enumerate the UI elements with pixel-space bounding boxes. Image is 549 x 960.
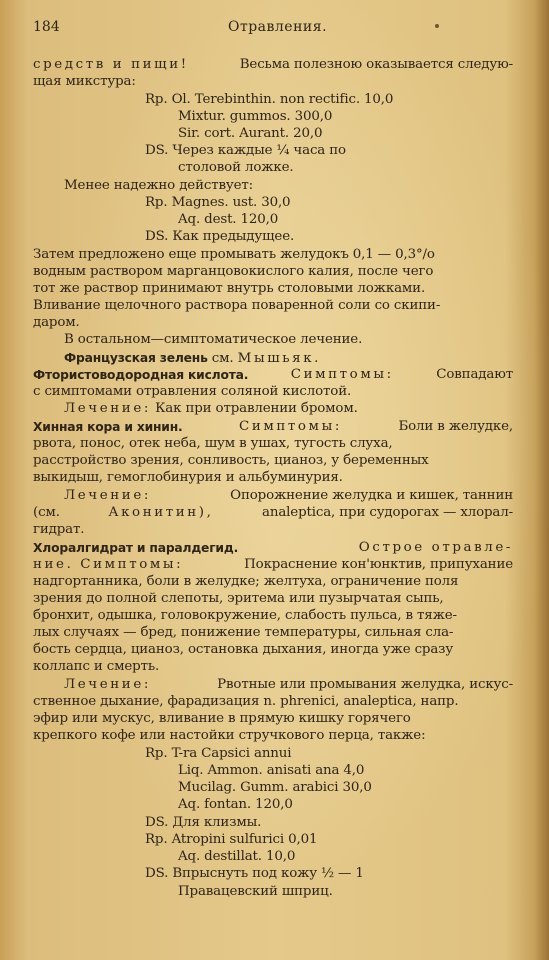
text-line: зрения до полной слепоты, эритема или пузырчатая сыпь,: [33, 591, 444, 606]
text-line: средств и пищи! Весьма полезною оказывается следую-: [33, 57, 513, 72]
text-line: надгортанника, боли в желудке; желтуха, ограничение поля: [33, 574, 459, 589]
entry-heading-line: Фтористоводородная кислота. Симптомы: Совпадают: [33, 367, 513, 382]
text-line: ственное дыхание, фарадизация n. phrenici, analeptica, напр.: [33, 694, 459, 709]
text-line: выкидыш, гемоглобинурия и альбуминурия.: [33, 470, 343, 485]
entry-heading: Хинная кора и хинин.: [33, 420, 183, 434]
entry-heading: Фтористоводородная кислота.: [33, 368, 249, 382]
entry-heading-line: Хлоралгидрат и паралдегид. Острое отравле-: [33, 540, 513, 555]
text-line: бость сердца, цианоз, остановка дыхания, иногда уже сразу: [33, 642, 454, 657]
text-line: Лечение: Рвотные или промывания желудка, искус-: [64, 677, 513, 692]
text-line: гидрат.: [33, 522, 85, 537]
text-line: водным раствором марганцовокислого калия, после чего: [33, 264, 434, 279]
text-line: даром.: [33, 315, 80, 330]
text-line: эфир или мускус, вливание в прямую кишку горячего: [33, 711, 411, 726]
prescription-line: Aq. fontan. 120,0: [178, 797, 293, 812]
page-number: 184: [33, 19, 60, 35]
running-title: Отравления.: [228, 19, 328, 35]
prescription-line: Aq. dest. 120,0: [178, 212, 279, 227]
prescription-line: Mixtur. gummos. 300,0: [178, 109, 333, 124]
text-line: бронхит, одышка, головокружение, слабость пульса, в тяже-: [33, 608, 457, 623]
prescription-line: Rp. Ol. Terebinthin. non rectific. 10,0: [145, 92, 394, 107]
prescription-line: Rp. T-ra Capsici annui: [145, 746, 292, 761]
text-line: Затем предложено еще промывать желудокъ 0,1 — 0,3°/о: [33, 247, 435, 262]
text-line: Вливание щелочного раствора поваренной соли со скипи-: [33, 298, 441, 313]
text-line: тот же раствор принимают внутрь столовыми ложками.: [33, 281, 426, 296]
text-line: (см. Аконитин), analeptica, при судорогах — хлорал-: [33, 505, 513, 520]
prescription-line: Mucilag. Gumm. arabici 30,0: [178, 780, 372, 795]
entry-heading-line: Хинная кора и хинин. Симптомы: Боли в желудке,: [33, 419, 513, 434]
text-line: рвота, понос, отек неба, шум в ушах, тугость слуха,: [33, 436, 393, 451]
prescription-line: Rp. Atropini sulfurici 0,01: [145, 832, 318, 847]
print-speck: [435, 24, 439, 28]
entry-heading-line: Французская зелень см. Мышьяк.: [64, 351, 322, 366]
entry-heading: Хлоралгидрат и паралдегид.: [33, 541, 239, 555]
prescription-line: Правацевский шприц.: [178, 884, 333, 899]
text-line: Лечение: Опорожнение желудка и кишек, таннин: [64, 488, 513, 503]
prescription-line: Rp. Magnes. ust. 30,0: [145, 195, 291, 210]
text-line: с симптомами отравления соляной кислотой.: [33, 384, 352, 399]
prescription-line: Sir. cort. Aurant. 20,0: [178, 126, 323, 141]
text-line: ние. Симптомы: Покраснение кон'юнктив, припухание: [33, 557, 513, 572]
prescription-line: Liq. Ammon. anisati ana 4,0: [178, 763, 365, 778]
text-line: коллапс и смерть.: [33, 659, 160, 674]
page-edge-shadow: [535, 0, 549, 960]
prescription-line: DS. Впрыснуть под кожу ½ — 1: [145, 866, 364, 881]
prescription-line: Aq. destillat. 10,0: [178, 849, 296, 864]
text-line: щая микстура:: [33, 74, 136, 89]
entry-heading: Французская зелень: [64, 351, 208, 365]
prescription-line: DS. Через каждые ¼ часа по: [145, 143, 346, 158]
text-line: крепкого кофе или настойки стручкового перца, также:: [33, 728, 426, 743]
prescription-line: столовой ложке.: [178, 160, 294, 175]
prescription-line: DS. Как предыдущее.: [145, 229, 295, 244]
text-line: лых случаях — бред, понижение температуры, сильная сла-: [33, 625, 454, 640]
text-line: Менее надежно действует:: [64, 178, 253, 193]
text-line: Лечение: Как при отравлении бромом.: [64, 401, 358, 416]
prescription-line: DS. Для клизмы.: [145, 815, 262, 830]
text-line: В остальном—симптоматическое лечение.: [64, 332, 363, 347]
text-line: расстройство зрения, сонливость, цианоз, у беременных: [33, 453, 429, 468]
